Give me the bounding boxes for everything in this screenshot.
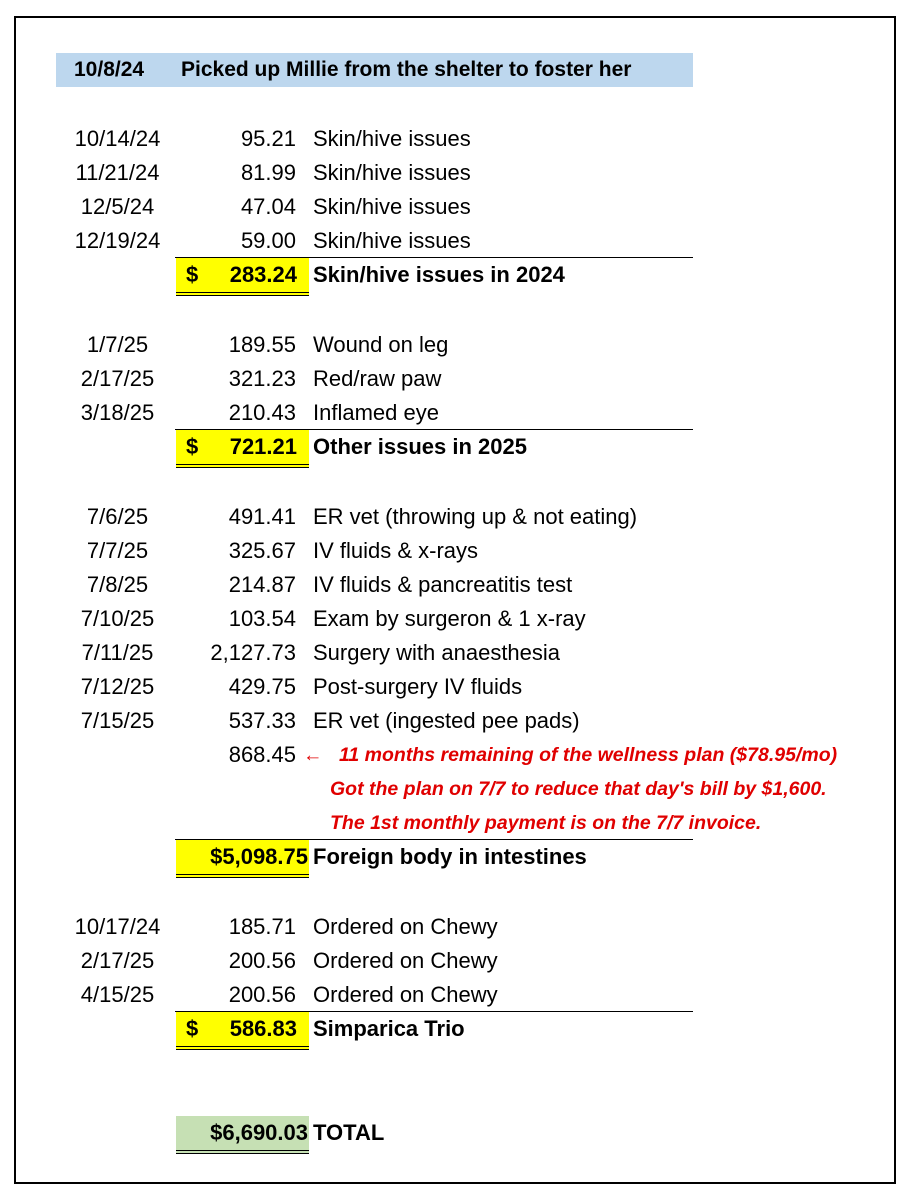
row-description: Exam by surgeron & 1 x-ray xyxy=(313,606,586,631)
row-date: 7/6/25 xyxy=(86,504,149,529)
row-description: IV fluids & pancreatitis test xyxy=(313,572,573,597)
subtotal-cell xyxy=(176,1012,309,1050)
row-description: Ordered on Chewy xyxy=(313,948,498,973)
table-row xyxy=(0,396,915,430)
table-row xyxy=(0,704,915,738)
row-description: Ordered on Chewy xyxy=(313,914,498,939)
row-amount: 200.56 xyxy=(228,948,296,973)
row-date: 2/17/25 xyxy=(80,366,155,391)
wellness-note-line xyxy=(0,772,915,806)
row-amount: 200.56 xyxy=(228,982,296,1007)
subtotal-row xyxy=(0,258,915,292)
row-amount: 103.54 xyxy=(228,606,296,631)
row-amount: 47.04 xyxy=(240,194,296,219)
row-date: 7/12/25 xyxy=(80,674,155,699)
subtotal-amount: 586.83 xyxy=(229,1016,297,1041)
total-label: TOTAL xyxy=(313,1120,385,1145)
total-row xyxy=(0,1116,915,1150)
row-amount: 81.99 xyxy=(240,160,296,185)
subtotal-cell xyxy=(176,430,309,468)
subtotal-cell xyxy=(176,840,309,878)
row-description: Post-surgery IV fluids xyxy=(313,674,523,699)
table-row xyxy=(0,602,915,636)
table-row xyxy=(0,122,915,156)
row-description: IV fluids & x-rays xyxy=(313,538,479,563)
row-date: 4/15/25 xyxy=(80,982,155,1007)
subtotal-amount: $5,098.75 xyxy=(210,844,308,869)
row-date: 7/15/25 xyxy=(80,708,155,733)
table-row xyxy=(0,224,915,258)
table-row xyxy=(0,534,915,568)
subtotal-row xyxy=(0,1012,915,1046)
row-amount: 95.21 xyxy=(240,126,296,151)
total-cell xyxy=(176,1116,309,1154)
row-description: Skin/hive issues xyxy=(313,160,471,185)
row-description: Surgery with anaesthesia xyxy=(313,640,561,665)
row-amount: 214.87 xyxy=(228,572,296,597)
row-date: 10/17/24 xyxy=(74,914,161,939)
table-row xyxy=(0,362,915,396)
currency-symbol: $ xyxy=(186,262,199,287)
table-row xyxy=(0,156,915,190)
table-row xyxy=(0,636,915,670)
subtotal-label: Skin/hive issues in 2024 xyxy=(313,262,565,287)
row-amount: 2,127.73 xyxy=(210,640,296,665)
row-description: ER vet (throwing up & not eating) xyxy=(313,504,638,529)
table-row xyxy=(0,328,915,362)
currency-symbol: $ xyxy=(186,434,199,459)
currency-symbol: $ xyxy=(186,1016,199,1041)
row-date: 2/17/25 xyxy=(80,948,155,973)
row-date: 7/7/25 xyxy=(86,538,149,563)
row-description: Wound on leg xyxy=(313,332,449,357)
row-description: Skin/hive issues xyxy=(313,126,471,151)
table-row xyxy=(0,944,915,978)
table-row xyxy=(0,568,915,602)
subtotal-label: Foreign body in intestines xyxy=(313,844,587,869)
row-amount: 429.75 xyxy=(228,674,296,699)
row-date: 11/21/24 xyxy=(75,160,160,185)
row-date: 3/18/25 xyxy=(80,400,155,425)
subtotal-row xyxy=(0,430,915,464)
row-date: 7/8/25 xyxy=(86,572,149,597)
row-description: Ordered on Chewy xyxy=(313,982,498,1007)
table-row xyxy=(0,670,915,704)
subtotal-amount: 721.21 xyxy=(229,434,297,459)
table-row xyxy=(0,190,915,224)
row-date: 7/11/25 xyxy=(81,640,154,665)
note-text: 11 months remaining of the wellness plan ($78.95/mo) xyxy=(339,744,838,766)
left-arrow-icon: ← xyxy=(303,744,323,766)
row-date: 10/14/24 xyxy=(74,126,161,151)
row-amount: 185.71 xyxy=(228,914,296,939)
wellness-note-line xyxy=(0,806,915,840)
row-amount: 210.43 xyxy=(228,400,296,425)
table-row xyxy=(0,500,915,534)
row-amount: 537.33 xyxy=(228,708,296,733)
row-description: Inflamed eye xyxy=(313,400,439,425)
subtotal-amount: 283.24 xyxy=(229,262,297,287)
row-description: Skin/hive issues xyxy=(313,228,471,253)
row-date: 1/7/25 xyxy=(86,332,149,357)
row-description: ER vet (ingested pee pads) xyxy=(313,708,580,733)
note-text: Got the plan on 7/7 to reduce that day's bill by $1,600. xyxy=(330,778,827,800)
subtotal-cell xyxy=(176,258,309,296)
row-date: 12/5/24 xyxy=(80,194,155,219)
total-amount: $6,690.03 xyxy=(210,1120,308,1145)
row-amount: 59.00 xyxy=(240,228,296,253)
row-description: Skin/hive issues xyxy=(313,194,471,219)
table-row xyxy=(0,978,915,1012)
subtotal-label: Other issues in 2025 xyxy=(313,434,527,459)
header-text: Picked up Millie from the shelter to foster her xyxy=(181,58,632,81)
row-date: 12/19/24 xyxy=(74,228,161,253)
wellness-note-line xyxy=(0,738,915,772)
row-amount: 189.55 xyxy=(228,332,296,357)
row-date: 7/10/25 xyxy=(80,606,155,631)
header-banner xyxy=(56,53,693,87)
subtotal-label: Simparica Trio xyxy=(313,1016,465,1041)
note-text: The 1st monthly payment is on the 7/7 invoice. xyxy=(330,812,762,834)
row-amount: 868.45 xyxy=(228,742,296,767)
header-date: 10/8/24 xyxy=(74,58,145,81)
row-description: Red/raw paw xyxy=(313,366,442,391)
subtotal-row xyxy=(0,840,915,874)
table-row xyxy=(0,910,915,944)
row-amount: 325.67 xyxy=(228,538,296,563)
row-amount: 491.41 xyxy=(228,504,296,529)
row-amount: 321.23 xyxy=(228,366,296,391)
